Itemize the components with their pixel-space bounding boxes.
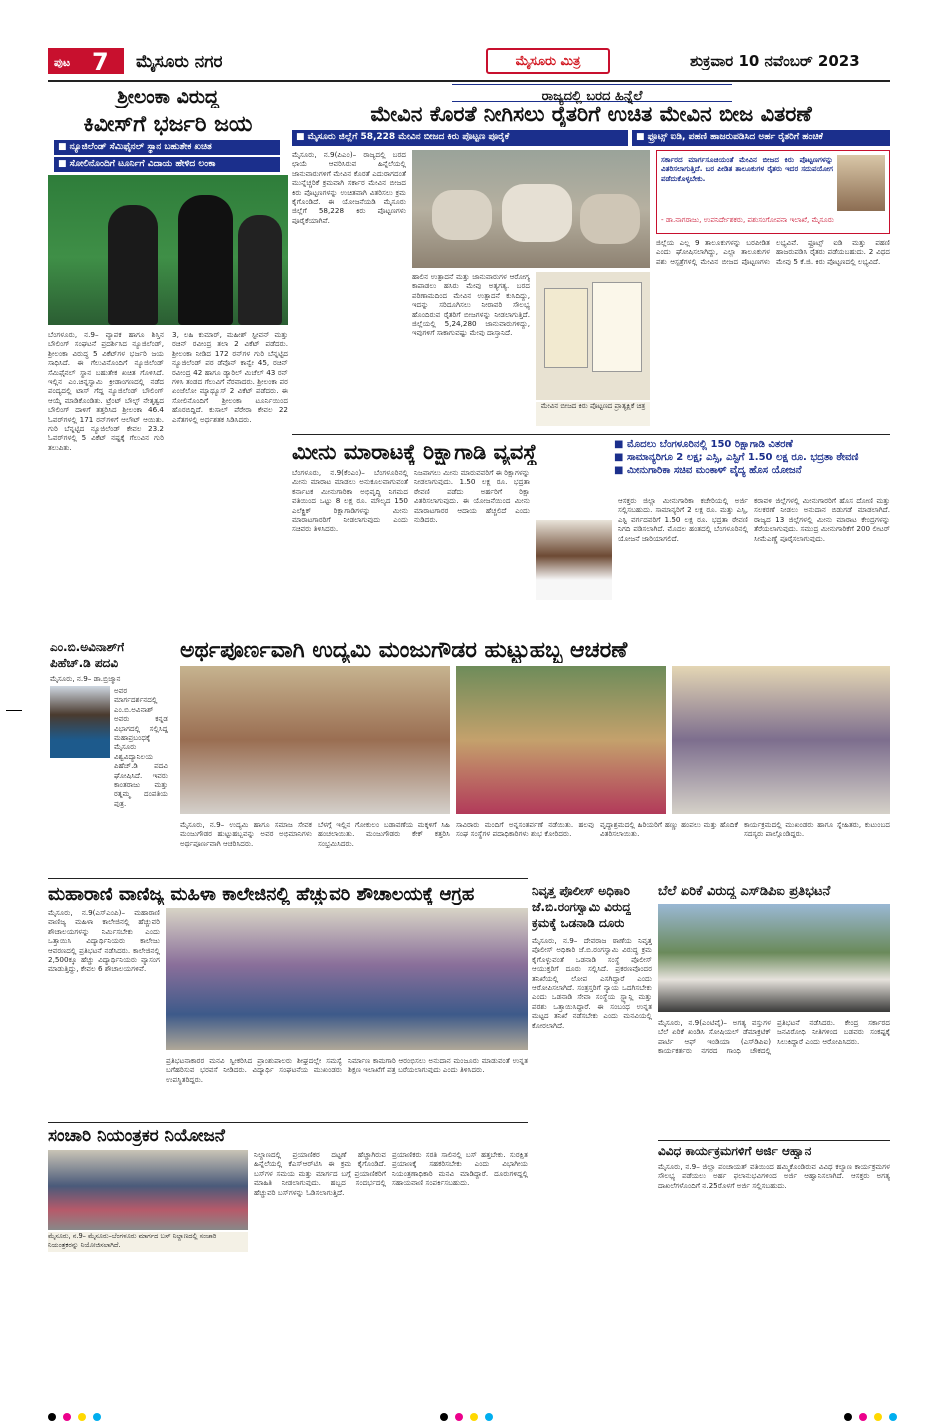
cattle-shape xyxy=(432,190,492,240)
registration-dot xyxy=(440,1413,448,1421)
birthday-photo-1 xyxy=(180,666,450,814)
bullet-icon: ■ xyxy=(636,132,648,142)
fodder-quote: ಸರ್ಕಾರದ ಮಾರ್ಗಸೂಚಿಯಂತೆ ಮೇವಿನ ಬೀಜದ ಕಿರು ಪೊಟ್ಟಣಗಳನ್ನು ವಿತರಿಸಲಾಗುತ್ತಿದೆ. ಬರ ಪೀಡಿತ ತಾಲೂಕುಗಳ ರೈತರು ಇದರ ಸದುಪಯೋಗ ಪಡೆದುಕೊಳ್ಳಬೇಕು. xyxy=(661,155,833,183)
rickshaw-body-col-3: ಆಸಕ್ತರು ಜಿಲ್ಲಾ ಮೀನುಗಾರಿಕಾ ಕಚೇರಿಯಲ್ಲಿ ಅರ್ಜಿ ಸಲ್ಲಿಸಬಹುದು. ಸಾಮಾನ್ಯರಿಗೆ 2 ಲಕ್ಷ ರೂ. ಮತ್ತು ಎಸ್ಸಿ, ಎಸ್ಟಿ ವರ್ಗದವರಿಗೆ 1.50 ಲಕ್ಷ ರೂ. ಭದ್ರತಾ ಠೇವಣಿ ನಿಗದಿ ಪಡಿಸಲಾಗಿದೆ. ಮೊದಲ ಹಂತದಲ್ಲಿ ಬೆಂಗಳೂರಿನಲ್ಲಿ ಯೋಜನೆ ಜಾರಿಯಾಗಲಿದೆ. xyxy=(618,496,748,543)
phd-dateline: ಮೈಸೂರು, ನ.9– ಡಾ.ಬ್ರಿಜ್ಮಾನ xyxy=(50,674,121,683)
police-body: ಮೈಸೂರು, ನ.9– ದೇವರಾಜ ಠಾಣೆಯ ನಿವೃತ್ತ ಪೊಲೀಸ್ ಅಧಿಕಾರಿ ಜೆ.ಬಿ.ರಂಗಸ್ವಾಮಿ ವಿರುದ್ಧ ಕ್ರಮ ಕೈಗೊಳ್ಳುವಂತೆ ಒಡನಾಡಿ ಸಂಸ್ಥೆ ಪೊಲೀಸ್ ಆಯುಕ್ತರಿಗೆ ದೂರು ಸಲ್ಲಿಸಿದೆ. ಪ್ರಕರಣವೊಂದರ ತನಿಖೆಯಲ್ಲಿ ಲೋಪ ಎಸಗಿದ್ದಾರೆ ಎಂದು ಆರೋಪಿಸಲಾಗಿದೆ. ಸಂತ್ರಸ್ತರಿಗೆ ನ್ಯಾಯ ಒದಗಿಸಬೇಕು ಎಂದು ಒಡನಾಡಿ ಸೇವಾ ಸಂಸ್ಥೆಯ ಸ್ಟ್ಯಾನ್ಲಿ ಮತ್ತು ಪರಶು ಒತ್ತಾಯಿಸಿದ್ದಾರೆ. ಈ ಸಂಬಂಧ ಉನ್ನತ ಮಟ್ಟದ ತನಿಖೆ ನಡೆಸಬೇಕು ಎಂದು ಮನವಿಯಲ್ಲಿ ಕೋರಲಾಗಿದೆ. xyxy=(532,936,652,1030)
phd-title-1: ಎಂ.ಬಿ.ಅವಿನಾಶ್‌ಗೆ xyxy=(50,640,125,654)
phd-article xyxy=(48,640,168,838)
birthday-body-col-3: ಸಾವಿರಾರು ಮಂದಿಗೆ ಅನ್ನಸಂತರ್ಪಣೆ ನಡೆಯಿತು. ಹಲವು ಸಂಘ ಸಂಸ್ಥೆಗಳ ಪದಾಧಿಕಾರಿಗಳು ಶುಭ ಕೋರಿದರು. xyxy=(456,820,594,839)
player-figure xyxy=(178,195,233,325)
registration-dot xyxy=(874,1413,882,1421)
rickshaw-title: ಮೀನು ಮಾರಾಟಕ್ಕೆ ರಿಕ್ಷಾಗಾಡಿ ವ್ಯವಸ್ಥೆ xyxy=(292,440,538,464)
section-rule xyxy=(48,1122,528,1123)
cattle-shape xyxy=(502,184,572,242)
rickshaw-bullet-2: ■ ಸಾಮಾನ್ಯರಿಗೂ 2 ಲಕ್ಷ; ಎಸ್ಸಿ, ಎಸ್ಟಿಗೆ 1.50 ಲಕ್ಷ ರೂ. ಭದ್ರತಾ ಠೇವಣಿ xyxy=(614,452,859,463)
registration-dot xyxy=(889,1413,897,1421)
cricket-bullet-1: ■ ನ್ಯೂಜಿಲೆಂಡ್ ಸೆಮಿಫೈನಲ್ ಸ್ಥಾನ ಬಹುತೇಕ ಖಚಿತ xyxy=(54,140,280,155)
masthead-logo xyxy=(486,48,610,74)
section-rule xyxy=(658,1140,890,1141)
bullet-icon: ■ xyxy=(614,439,627,450)
fodder-article xyxy=(292,84,890,432)
rickshaw-body-col-1: ಬೆಂಗಳೂರು, ನ.9(ಕೆಂಎಂ)– ಬೆಂಗಳೂರಿನಲ್ಲಿ ಮೀನು ಮಾರಾಟ ಮಾಡಲು ಅನುಕೂಲವಾಗುವಂತೆ ಕರ್ನಾಟಕ ಮೀನುಗಾರಿಕಾ ಅಭಿವೃದ್ಧಿ ನಿಗಮದ ವತಿಯಿಂದ ಒಟ್ಟು 8 ಲಕ್ಷ ರೂ. ಮೌಲ್ಯದ 150 ಎಲೆಕ್ಟ್ರಿಕ್ ರಿಕ್ಷಾಗಾಡಿಗಳನ್ನು ಮೀನು ಮಾರಾಟಗಾರರಿಗೆ ನೀಡಲಾಗುವುದು ಎಂದು ಸಚಿವರು ತಿಳಿಸಿದರು. xyxy=(292,468,408,534)
registration-dot xyxy=(485,1413,493,1421)
cricket-kicker: ಶ್ರೀಲಂಕಾ ವಿರುದ್ಧ xyxy=(117,86,219,108)
police-title-2: ಜೆ.ಬಿ.ರಂಗಸ್ವಾಮಿ ವಿರುದ್ಧ xyxy=(532,900,631,914)
events-title: ವಿವಿಧ ಕಾರ್ಯಕ್ರಮಗಳಿಗೆ ಅರ್ಜಿ ಆಹ್ವಾನ xyxy=(658,1144,812,1158)
birthday-body-col-1: ಮೈಸೂರು, ನ.9– ಉದ್ಯಮಿ ಹಾಗೂ ಸಮಾಜ ಸೇವಕ ಮಂಜುಗೌಡರ ಹುಟ್ಟುಹಬ್ಬವನ್ನು ಅವರ ಅಭಿಮಾನಿಗಳು ಅರ್ಥಪೂರ್ಣವಾಗಿ ಆಚರಿಸಿದರು. xyxy=(180,820,312,848)
section-rule xyxy=(292,434,890,435)
fodder-kicker: ರಾಜ್ಯದಲ್ಲಿ ಬರದ ಹಿನ್ನೆಲೆ xyxy=(541,89,643,104)
events-body: ಮೈಸೂರು, ನ.9– ಜಿಲ್ಲಾ ಪಂಚಾಯತ್ ವತಿಯಿಂದ ಹಮ್ಮಿಕೊಂಡಿರುವ ವಿವಿಧ ಕಲ್ಯಾಣ ಕಾರ್ಯಕ್ರಮಗಳ ಸೌಲಭ್ಯ ಪಡೆಯಲು ಅರ್ಹ ಫಲಾನುಭವಿಗಳಿಂದ ಅರ್ಜಿ ಆಹ್ವಾನಿಸಲಾಗಿದೆ. ಆಸಕ್ತರು ಅಗತ್ಯ ದಾಖಲೆಗಳೊಂದಿಗೆ ನ.25ರೊಳಗೆ ಅರ್ಜಿ ಸಲ್ಲಿಸಬಹುದು. xyxy=(658,1162,890,1190)
traffic-body-col-2: ಪ್ರಯಾಣಿಕರು ಸರತಿ ಸಾಲಿನಲ್ಲಿ ಬಸ್ ಹತ್ತಬೇಕು. ಸುರಕ್ಷಿತ ಪ್ರಯಾಣಕ್ಕೆ ಸಹಕರಿಸಬೇಕು ಎಂದು ವಿಭಾಗೀಯ ನಿಯಂತ್ರಣಾಧಿಕಾರಿ ಮನವಿ ಮಾಡಿದ್ದಾರೆ. ದೂರುಗಳಿದ್ದಲ್ಲಿ ಸಹಾಯವಾಣಿ ಸಂಪರ್ಕಿಸಬಹುದು. xyxy=(392,1150,528,1188)
fodder-bullet-1: ■ ಮೈಸೂರು ಜಿಲ್ಲೆಗೆ 58,228 ಮೇವಿನ ಬೀಜದ ಕಿರು ಪೊಟ್ಟಣ ಪೂರೈಕೆ xyxy=(292,130,628,146)
page-number: 7 xyxy=(92,48,109,76)
birthday-article xyxy=(172,636,890,874)
police-title-1: ನಿವೃತ್ತ ಪೊಲೀಸ್ ಅಧಿಕಾರಿ xyxy=(532,884,630,898)
traffic-article xyxy=(48,1122,528,1254)
birthday-photo-2 xyxy=(456,666,666,814)
cricket-bullet-2: ■ ಸೋಲಿನೊಂದಿಗೆ ಟೂರ್ನಿಗೆ ವಿದಾಯ ಹೇಳಿದ ಲಂಕಾ xyxy=(54,157,280,172)
birthday-photo-3 xyxy=(672,666,890,814)
registration-marks-left xyxy=(48,1406,108,1424)
phd-title-2: ಪಿಹೆಚ್.ಡಿ ಪದವಿ xyxy=(50,656,119,670)
rickshaw-bullet-1: ■ ಮೊದಲು ಬೆಂಗಳೂರಿನಲ್ಲಿ 150 ರಿಕ್ಷಾಗಾಡಿ ವಿತರಣೆ xyxy=(614,439,793,450)
fodder-body-col-1: ಮೈಸೂರು, ನ.9(ಪಿಎಂ)– ರಾಜ್ಯದಲ್ಲಿ ಬರದ ಛಾಯೆ ಆವರಿಸಿರುವ ಹಿನ್ನೆಲೆಯಲ್ಲಿ ಜಾನುವಾರುಗಳಿಗೆ ಮೇವಿನ ಕೊರತೆ ಎದುರಾಗದಂತೆ ಮುನ್ನೆಚ್ಚರಿಕೆ ಕ್ರಮವಾಗಿ ಸರ್ಕಾರ ಮೇವಿನ ಬೀಜದ ಕಿರು ಪೊಟ್ಟಣಗಳನ್ನು ಉಚಿತವಾಗಿ ವಿತರಿಸಲು ಕ್ರಮ ಕೈಗೊಂಡಿದೆ. ಈ ಯೋಜನೆಯಡಿ ಮೈಸೂರು ಜಿಲ್ಲೆಗೆ 58,228 ಕಿರು ಪೊಟ್ಟಣಗಳು ಪೂರೈಕೆಯಾಗಿವೆ. xyxy=(292,150,406,225)
college-body-col-2: ಪ್ರತಿಭಟನಾಕಾರರ ಮನವಿ ಸ್ವೀಕರಿಸಿದ ಪ್ರಾಂಶುಪಾಲರು ಶೀಘ್ರದಲ್ಲೇ ಸಮಸ್ಯೆ ಬಗೆಹರಿಸುವ ಭರವಸೆ ನೀಡಿದರು. ವಿದ್ಯಾರ್ಥಿ ಸಂಘಟನೆಯ ಮುಖಂಡರು ಉಪಸ್ಥಿತರಿದ್ದರು. xyxy=(166,1056,342,1084)
birthday-body-col-2: ಬೆಳಗ್ಗೆ ಇಲ್ಲಿನ ಗೋಕುಲಂ ಬಡಾವಣೆಯ ಮಕ್ಕಳಿಗೆ ಸಿಹಿ ಹಂಚಲಾಯಿತು. ಮಂಜುಗೌಡರು ಕೇಕ್ ಕತ್ತರಿಸಿ ಸಂಭ್ರಮಿಸಿದರು. xyxy=(318,820,450,848)
seed-packet-photo xyxy=(536,272,650,400)
minister-portrait xyxy=(536,520,612,600)
seed-packet-caption: ಮೇವಿನ ಬೀಜದ ಕಿರು ಪೊಟ್ಟಣದ ಪ್ರಾತ್ಯಕ್ಷಿಕೆ ಚಿತ್ರ xyxy=(536,402,650,426)
page-number-box xyxy=(48,48,124,74)
bullet-icon: ■ xyxy=(58,142,70,152)
rickshaw-body-col-4: ಕರಾವಳಿ ಜಿಲ್ಲೆಗಳಲ್ಲಿ ಮೀನುಗಾರರಿಗೆ ಹೊಸ ದೋಣಿ ಮತ್ತು ಸಲಕರಣೆ ನೀಡಲು ಅನುದಾನ ಬಿಡುಗಡೆ ಮಾಡಲಾಗಿದೆ. ರಾಜ್ಯದ 13 ಜಿಲ್ಲೆಗಳಲ್ಲಿ ಮೀನು ಮಾರಾಟ ಕೇಂದ್ರಗಳನ್ನು ತೆರೆಯಲಾಗುವುದು. ಸಮುದ್ರ ಮೀನುಗಾರಿಕೆಗೆ 200 ಲೀಟರ್ ಸೀಮೆಎಣ್ಣೆ ಪೂರೈಸಲಾಗುವುದು. xyxy=(754,496,890,543)
cricket-body-col-2: 3, ಲಹಿ ಕುಮಾರ್, ಮಹೀಶ್ ಸ್ಟೀವನ್ ಮತ್ತು ರಚಿನ್ ರವೀಂದ್ರ ತಲಾ 2 ವಿಕೆಟ್ ಪಡೆದರು. ಶ್ರೀಲಂಕಾ ನೀಡಿದ 172 ರನ್‌ಗಳ ಗುರಿ ಬೆನ್ನಟ್ಟಿದ ನ್ಯೂಜಿಲೆಂಡ್ ಪರ ಡೆವೊನ್ ಕಾನ್ವೇ 45, ರಚಿನ್ ರವೀಂದ್ರ 42 ಹಾಗೂ ಡ್ಯಾರಿಲ್ ಮಿಚೆಲ್ 43 ರನ್ ಗಳಿಸಿ ತಂಡದ ಗೆಲುವಿಗೆ ನೆರವಾದರು. ಶ್ರೀಲಂಕಾ ಪರ ಏಂಜೆಲೋ ಮ್ಯಾಥ್ಯೂಸ್ 2 ವಿಕೆಟ್ ಪಡೆದರು. ಈ ಸೋಲಿನೊಂದಿಗೆ ಶ್ರೀಲಂಕಾ ಟೂರ್ನಿಯಿಂದ ಹೊರಬಿದ್ದಿದೆ. ಕುಸಾಲ್ ಪೆರೇರಾ ಕೇವಲ 22 ಎಸೆತಗಳಲ್ಲಿ ಅರ್ಧಶತಕ ಸಿಡಿಸಿದರು. xyxy=(172,330,288,424)
registration-dot xyxy=(48,1413,56,1421)
college-protest-photo xyxy=(166,908,528,1050)
birthday-title: ಅರ್ಥಪೂರ್ಣವಾಗಿ ಉದ್ಯಮಿ ಮಂಜುಗೌಡರ ಹುಟ್ಟುಹಬ್ಬ ಆಚರಣೆ xyxy=(180,638,628,663)
bullet-icon: ■ xyxy=(296,132,308,142)
fodder-body-col-3: ಜಿಲ್ಲೆಯ ಎಲ್ಲ 9 ತಾಲೂಕುಗಳನ್ನು ಬರಪೀಡಿತ ಎಂದು ಘೋಷಿಸಲಾಗಿದ್ದು, ಎಲ್ಲಾ ತಾಲೂಕುಗಳ ಪಶು ಆಸ್ಪತ್ರೆಗಳಲ್ಲಿ ಮೇವಿನ ಬೀಜದ ಪೊಟ್ಟಣಗಳು ಲಭ್ಯವಿವೆ. ಫ್ರೂಟ್ಸ್ ಐಡಿ ಮತ್ತು ಪಹಣಿ ಹಾಜರುಪಡಿಸಿ ರೈತರು ಪಡೆಯಬಹುದು. 2 ವಿಧದ ಮೇವು 5 ಕೆ.ಜಿ. ಕಿರು ಪೊಟ್ಟಣದಲ್ಲಿ ಲಭ್ಯವಿದೆ. xyxy=(656,238,890,266)
bullet-icon: ■ xyxy=(614,465,627,476)
issue-date: ಶುಕ್ರವಾರ 10 ನವೆಂಬರ್ 2023 xyxy=(690,52,860,70)
header-rule xyxy=(48,80,890,82)
cricket-body-col-1: ಬೆಂಗಳೂರು, ನ.9– ವ್ಯಾಪಕ ಹಾಗೂ ಶಿಸ್ತಿನ ಬೌಲಿಂಗ್ ಸಂಘಟನೆ ಪ್ರದರ್ಶಿಸಿದ ನ್ಯೂಜಿಲೆಂಡ್, ಶ್ರೀಲಂಕಾ ವಿರುದ್ಧ 5 ವಿಕೆಟ್‌ಗಳ ಭರ್ಜರಿ ಜಯ ಸಾಧಿಸಿದೆ. ಈ ಗೆಲುವಿನೊಂದಿಗೆ ನ್ಯೂಜಿಲೆಂಡ್ ಸೆಮಿಫೈನಲ್ ಸ್ಥಾನ ಬಹುತೇಕ ಖಚಿತ ಗೊಳಿಸಿದೆ. ಇಲ್ಲಿನ ಎಂ.ಚಿನ್ನಸ್ವಾಮಿ ಕ್ರೀಡಾಂಗಣದಲ್ಲಿ ನಡೆದ ಪಂದ್ಯದಲ್ಲಿ ಟಾಸ್ ಗೆದ್ದ ನ್ಯೂಜಿಲೆಂಡ್ ಬೌಲಿಂಗ್ ಆಯ್ಕೆ ಮಾಡಿಕೊಂಡಿತು. ಟ್ರೆಂಟ್ ಬೌಲ್ಟ್ ನೇತೃತ್ವದ ಬೌಲಿಂಗ್ ದಾಳಿಗೆ ತತ್ತರಿಸಿದ ಶ್ರೀಲಂಕಾ 46.4 ಓವರ್‌ಗಳಲ್ಲಿ 171 ರನ್‌ಗಳಿಗೆ ಆಲೌಟ್ ಆಯಿತು. ಗುರಿ ಬೆನ್ನಟ್ಟಿದ ನ್ಯೂಜಿಲೆಂಡ್ ಕೇವಲ 23.2 ಓವರ್‌ಗಳಲ್ಲಿ 5 ವಿಕೆಟ್ ನಷ್ಟಕ್ಕೆ ಗೆಲುವಿನ ಗುರಿ ತಲುಪಿತು. xyxy=(48,330,164,452)
page-label: ಪುಟ xyxy=(54,56,71,69)
seed-packet xyxy=(592,282,642,372)
seed-packet xyxy=(544,288,588,368)
bullet-icon: ■ xyxy=(58,159,70,169)
college-body-col-3: ನಿರ್ಮಾಣ ಕಾಮಗಾರಿ ಆರಂಭಿಸಲು ಅನುದಾನ ಮಂಜೂರು ಮಾಡುವಂತೆ ಉನ್ನತ ಶಿಕ್ಷಣ ಇಲಾಖೆಗೆ ಪತ್ರ ಬರೆಯಲಾಗುವುದು ಎಂದು ತಿಳಿಸಿದರು. xyxy=(348,1056,528,1075)
cricket-title: ಕಿವೀಸ್‌ಗೆ ಭರ್ಜರಿ ಜಯ xyxy=(83,112,253,137)
police-article xyxy=(532,878,652,1252)
traffic-title: ಸಂಚಾರಿ ನಿಯಂತ್ರಕರ ನಿಯೋಜನೆ xyxy=(48,1126,225,1146)
cricket-article xyxy=(48,84,288,630)
cattle-photo xyxy=(412,150,650,268)
bullet-icon: ■ xyxy=(614,452,627,463)
phd-body: ಅವರ ಮಾರ್ಗದರ್ಶನದಲ್ಲಿ ಎಂ.ಬಿ.ಅವಿನಾಶ್ ಅವರು ಕನ್ನಡ ವಿಭಾಗದಲ್ಲಿ ಸಲ್ಲಿಸಿದ್ದ ಮಹಾಪ್ರಬಂಧಕ್ಕೆ ಮೈಸೂರು ವಿಶ್ವವಿದ್ಯಾನಿಲಯ ಪಿಹೆಚ್.ಡಿ ಪದವಿ ಘೋಷಿಸಿದೆ. ಇವರು ಕಾಂತರಾಜು ಮತ್ತು ರತ್ನಮ್ಮ ದಂಪತಿಯ ಪುತ್ರ. xyxy=(114,686,168,808)
cricket-team-photo xyxy=(48,175,288,325)
registration-marks-right xyxy=(844,1406,904,1424)
player-figure xyxy=(238,215,282,325)
official-portrait xyxy=(837,155,885,211)
traffic-body-col-1: ನಿಲ್ದಾಣದಲ್ಲಿ ಪ್ರಯಾಣಿಕರ ದಟ್ಟಣೆ ಹೆಚ್ಚಾಗಿರುವ ಹಿನ್ನೆಲೆಯಲ್ಲಿ ಕೆಎಸ್‌ಆರ್‌ಟಿಸಿ ಈ ಕ್ರಮ ಕೈಗೊಂಡಿದೆ. ಬಸ್‌ಗಳ ಸಮಯ ಮತ್ತು ಮಾರ್ಗದ ಬಗ್ಗೆ ಪ್ರಯಾಣಿಕರಿಗೆ ಮಾಹಿತಿ ನೀಡಲಾಗುವುದು. ಹಬ್ಬದ ಸಂದರ್ಭದಲ್ಲಿ ಹೆಚ್ಚುವರಿ ಬಸ್‌ಗಳನ್ನು ಓಡಿಸಲಾಗುತ್ತಿದೆ. xyxy=(254,1150,386,1197)
rickshaw-bullet-3: ■ ಮೀನುಗಾರಿಕಾ ಸಚಿವ ಮಂಕಾಳ್ ವೈದ್ಯ ಹೊಸ ಯೋಜನೆ xyxy=(614,465,802,476)
traffic-photo xyxy=(48,1150,248,1230)
registration-marks-center xyxy=(440,1406,500,1424)
crop-mark xyxy=(6,710,22,711)
rickshaw-article xyxy=(292,434,890,630)
registration-dot xyxy=(63,1413,71,1421)
fodder-title: ಮೇವಿನ ಕೊರತೆ ನೀಗಿಸಲು ರೈತರಿಗೆ ಉಚಿತ ಮೇವಿನ ಬೀಜ ವಿತರಣೆ xyxy=(370,102,812,126)
avinash-portrait xyxy=(50,686,110,758)
player-figure xyxy=(108,205,158,325)
college-article xyxy=(48,878,528,1118)
registration-dot xyxy=(78,1413,86,1421)
fodder-quote-box xyxy=(656,150,890,234)
fodder-kicker-box xyxy=(452,84,732,102)
masthead-text: ಮೈಸೂರು ಮಿತ್ರ xyxy=(515,54,581,69)
sdpi-protest-photo xyxy=(658,904,890,1012)
registration-dot xyxy=(470,1413,478,1421)
rickshaw-body-col-2: ನಿಜವಾಗಲು ಮೀನು ಮಾರುವವರಿಗೆ ಈ ರಿಕ್ಷಾಗಳನ್ನು ನೀಡಲಾಗುವುದು. 1.50 ಲಕ್ಷ ರೂ. ಭದ್ರತಾ ಠೇವಣಿ ಪಡೆದು ಅರ್ಹರಿಗೆ ರಿಕ್ಷಾ ವಿತರಿಸಲಾಗುವುದು. ಈ ಯೋಜನೆಯಿಂದ ಮೀನು ಮಾರಾಟಗಾರರ ಆದಾಯ ಹೆಚ್ಚಲಿದೆ ಎಂದು ನುಡಿದರು. xyxy=(414,468,530,525)
police-title-3: ಕ್ರಮಕ್ಕೆ ಒಡನಾಡಿ ದೂರು xyxy=(532,916,625,930)
sdpi-body: ಮೈಸೂರು, ನ.9(ಎಂಟಿವೈ)– ಅಗತ್ಯ ವಸ್ತುಗಳ ಬೆಲೆ ಏರಿಕೆ ಖಂಡಿಸಿ ಸೋಷಿಯಲ್ ಡೆಮಾಕ್ರಟಿಕ್ ಪಾರ್ಟಿ ಆಫ್ ಇಂಡಿಯಾ (ಎಸ್‌ಡಿಪಿಐ) ಕಾರ್ಯಕರ್ತರು ನಗರದ ಗಾಂಧಿ ಚೌಕದಲ್ಲಿ ಪ್ರತಿಭಟನೆ ನಡೆಸಿದರು. ಕೇಂದ್ರ ಸರ್ಕಾರದ ಜನವಿರೋಧಿ ನೀತಿಗಳಿಂದ ಬಡವರು ಸಂಕಷ್ಟಕ್ಕೆ ಸಿಲುಕಿದ್ದಾರೆ ಎಂದು ಆರೋಪಿಸಿದರು. xyxy=(658,1018,890,1056)
sdpi-article xyxy=(658,878,890,1136)
registration-dot xyxy=(455,1413,463,1421)
registration-dot xyxy=(844,1413,852,1421)
events-article xyxy=(658,1140,890,1252)
rickshaw-bullets xyxy=(614,438,890,494)
page-header xyxy=(0,44,945,78)
fodder-quote-attribution: - ಡಾ.ನಾಗರಾಜು, ಉಪನಿರ್ದೇಶಕರು, ಪಶುಸಂಗೋಪನಾ ಇಲಾಖೆ, ಮೈಸೂರು xyxy=(661,215,834,224)
registration-dot xyxy=(93,1413,101,1421)
traffic-caption: ಮೈಸೂರು, ನ.9– ಮೈಸೂರು–ಬೆಂಗಳೂರು ಮಾರ್ಗದ ಬಸ್ ನಿಲ್ದಾಣದಲ್ಲಿ ಸಂಚಾರಿ ನಿಯಂತ್ರಕರನ್ನು ನಿಯೋಜಿಸಲಾಗಿದೆ. xyxy=(48,1232,248,1252)
fodder-body-col-2: ಹಾಲಿನ ಉತ್ಪಾದನೆ ಮತ್ತು ಜಾನುವಾರುಗಳ ಆರೋಗ್ಯ ಕಾಪಾಡಲು ಹಸಿರು ಮೇವು ಅತ್ಯಗತ್ಯ. ಬರದ ಪರಿಣಾಮದಿಂದ ಮೇವಿನ ಉತ್ಪಾದನೆ ಕುಸಿದಿದ್ದು, ಇದನ್ನು ಸರಿದೂಗಿಸಲು ನೀರಾವರಿ ಸೌಲಭ್ಯ ಹೊಂದಿರುವ ರೈತರಿಗೆ ಬೀಜಗಳನ್ನು ನೀಡಲಾಗುತ್ತಿದೆ. ಜಿಲ್ಲೆಯಲ್ಲಿ 5,24,280 ಜಾನುವಾರುಗಳಿದ್ದು, ಇವುಗಳಿಗೆ ಸಾಕಾಗುವಷ್ಟು ಮೇವು ದಾಸ್ತಾನಿದೆ. xyxy=(412,272,530,338)
fodder-bullet-2: ■ ಫ್ರೂಟ್ಸ್ ಐಡಿ, ಪಹಣಿ ಹಾಜರುಪಡಿಸಿದ ಅರ್ಹ ರೈತರಿಗೆ ಹಂಚಿಕೆ xyxy=(632,130,890,146)
cattle-shape xyxy=(580,194,640,244)
birthday-body-col-4: ವೃದ್ಧಾಶ್ರಮದಲ್ಲಿ ಹಿರಿಯರಿಗೆ ಹಣ್ಣು ಹಂಪಲು ಮತ್ತು ಹೊದಿಕೆ ವಿತರಿಸಲಾಯಿತು. xyxy=(600,820,738,839)
college-body-col-1: ಮೈಸೂರು, ನ.9(ಎಸ್‌ಎಂಪಿ)– ಮಹಾರಾಣಿ ವಾಣಿಜ್ಯ ಮಹಿಳಾ ಕಾಲೇಜಿನಲ್ಲಿ ಹೆಚ್ಚುವರಿ ಶೌಚಾಲಯಗಳನ್ನು ನಿರ್ಮಿಸಬೇಕು ಎಂದು ಒತ್ತಾಯಿಸಿ ವಿದ್ಯಾರ್ಥಿನಿಯರು ಕಾಲೇಜು ಆವರಣದಲ್ಲಿ ಪ್ರತಿಭಟನೆ ನಡೆಸಿದರು. ಕಾಲೇಜಿನಲ್ಲಿ 2,500ಕ್ಕೂ ಹೆಚ್ಚು ವಿದ್ಯಾರ್ಥಿನಿಯರು ವ್ಯಾಸಂಗ ಮಾಡುತ್ತಿದ್ದು, ಕೇವಲ 6 ಶೌಚಾಲಯಗಳಿವೆ. xyxy=(48,908,160,974)
section-rule xyxy=(48,878,528,879)
section-name: ಮೈಸೂರು ನಗರ xyxy=(136,52,223,72)
sdpi-title: ಬೆಲೆ ಏರಿಕೆ ವಿರುದ್ಧ ಎಸ್‌ಡಿಪಿಐ ಪ್ರತಿಭಟನೆ xyxy=(658,884,831,899)
birthday-body-col-5: ಕಾರ್ಯಕ್ರಮದಲ್ಲಿ ಮುಖಂಡರು ಹಾಗೂ ಸ್ನೇಹಿತರು, ಕುಟುಂಬದ ಸದಸ್ಯರು ಪಾಲ್ಗೊಂಡಿದ್ದರು. xyxy=(744,820,890,839)
college-title: ಮಹಾರಾಣಿ ವಾಣಿಜ್ಯ ಮಹಿಳಾ ಕಾಲೇಜಿನಲ್ಲಿ ಹೆಚ್ಚುವರಿ ಶೌಚಾಲಯಕ್ಕೆ ಆಗ್ರಹ xyxy=(48,884,475,905)
registration-dot xyxy=(859,1413,867,1421)
